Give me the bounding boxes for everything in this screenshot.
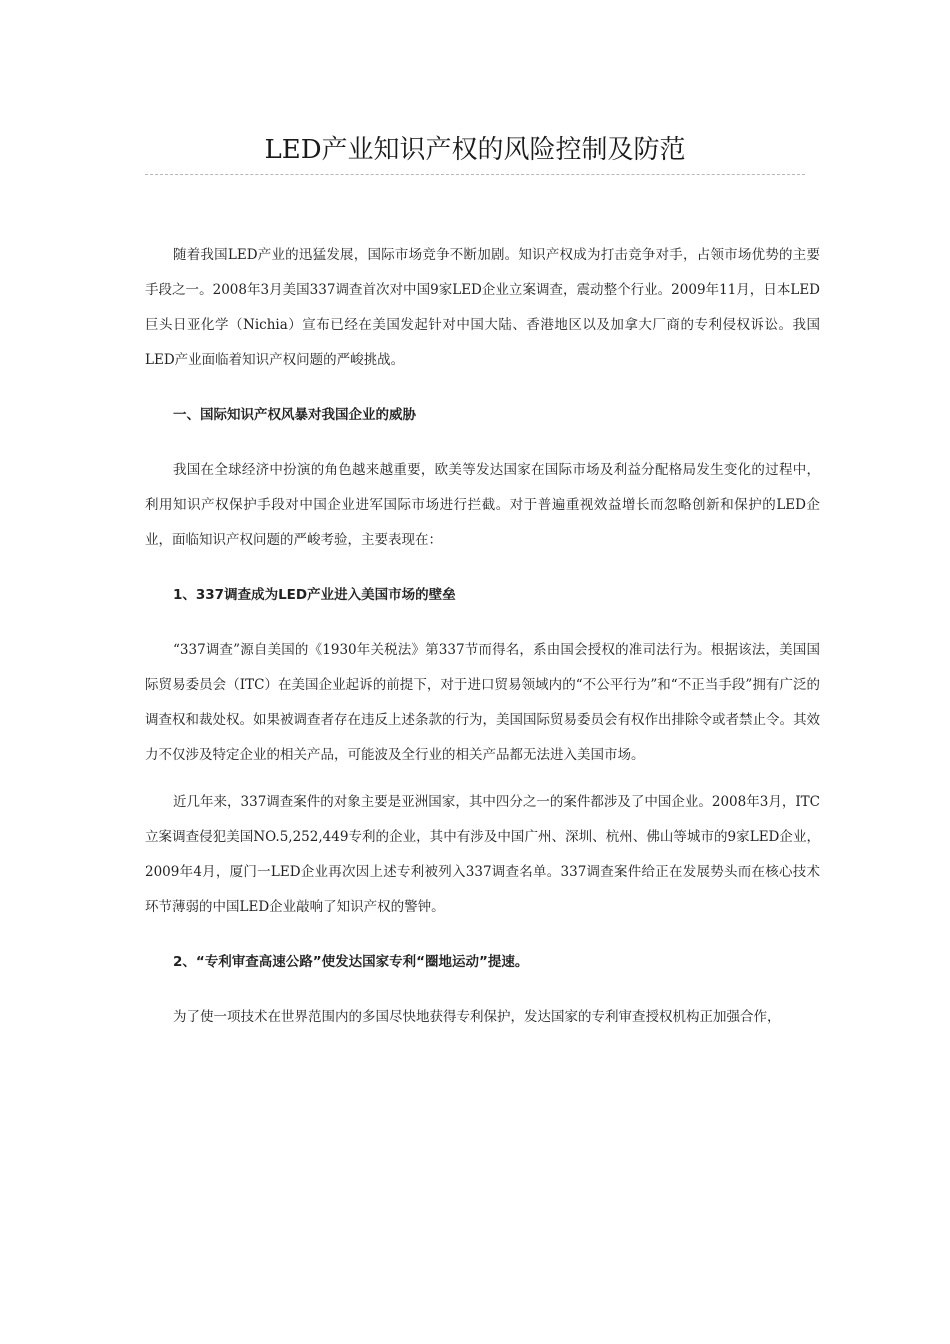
title-divider: [145, 174, 805, 175]
document-body: [145, 238, 820, 1035]
section-heading-1: 一、国际知识产权风暴对我国企业的威胁: [173, 407, 416, 423]
paragraph-337-cases: 近几年来，337调查案件的对象主要是亚洲国家，其中四分之一的案件都涉及了中国企业。2008年3月，ITC立案调查侵犯美国NO.5,252,449专利的企业，其中有涉及中国广州、深圳、杭州、佛山等城市的9家LED企业，2009年4月，厦门一LED企业再次因上述专利被列入337调查名单。337调查案件给正在发展势头而在核心技术环节薄弱的中国LED企业敲响了知识产权的警钟。: [145, 794, 820, 915]
paragraph-intro: 随着我国LED产业的迅猛发展，国际市场竞争不断加剧。知识产权成为打击竞争对手，占领市场优势的主要手段之一。2008年3月美国337调查首次对中国9家LED企业立案调查，震动整个行业。2009年11月，日本LED巨头日亚化学（Nichia）宣布已经在美国发起针对中国大陆、香港地区以及加拿大厂商的专利侵权诉讼。我国LED产业面临着知识产权问题的严峻挑战。: [145, 247, 820, 368]
paragraph-threat: 我国在全球经济中扮演的角色越来越重要，欧美等发达国家在国际市场及利益分配格局发生变化的过程中，利用知识产权保护手段对中国企业进军国际市场进行拦截。对于普遍重视效益增长而忽略创新和保护的LED企业，面临知识产权问题的严峻考验，主要表现在：: [145, 462, 820, 548]
subsection-heading-2: 2、“专利审查高速公路”使发达国家专利“圈地运动”提速。: [173, 954, 529, 970]
document-title: LED产业知识产权的风险控制及防范: [264, 135, 686, 165]
subsection-heading-1: 1、337调查成为LED产业进入美国市场的壁垒: [173, 587, 456, 603]
paragraph-337-definition: “337调查”源自美国的《1930年关税法》第337节而得名，系由国会授权的准司法行为。根据该法，美国国际贸易委员会（ITC）在美国企业起诉的前提下，对于进口贸易领域内的“不公平行为”和“不正当手段”拥有广泛的调查权和裁处权。如果被调查者存在违反上述条款的行为，美国国际贸易委员会有权作出排除令或者禁止令。其效力不仅涉及特定企业的相关产品，可能波及全行业的相关产品都无法进入美国市场。: [145, 642, 820, 763]
paragraph-patent-highway: 为了使一项技术在世界范围内的多国尽快地获得专利保护，发达国家的专利审查授权机构正加强合作，: [173, 1009, 781, 1025]
